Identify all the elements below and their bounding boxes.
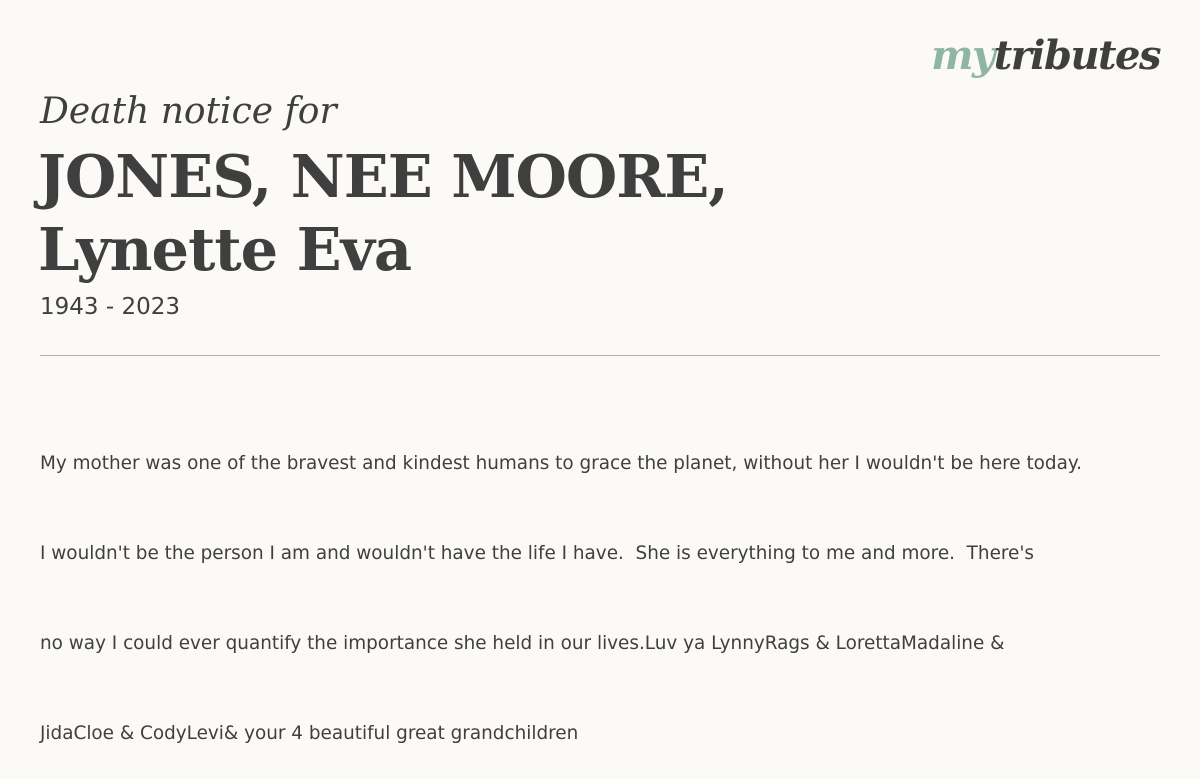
- message-line: JidaCloe & CodyLevi& your 4 beautiful great grandchildren: [40, 723, 579, 744]
- mytributes-logo[interactable]: [931, 32, 1160, 79]
- logo-my: my: [931, 32, 994, 79]
- tribute-message: [40, 389, 1170, 779]
- divider: [40, 355, 1160, 356]
- message-line: no way I could ever quantify the importance she held in our lives.Luv ya LynnyRags & LorettaMadaline &: [40, 633, 1005, 654]
- name-line-2: Lynette Eva: [38, 215, 412, 284]
- name-line-1: JONES, NEE MOORE,: [38, 142, 728, 211]
- notice-label: Death notice for: [40, 91, 337, 132]
- message-line: I wouldn't be the person I am and wouldn't have the life I have. She is everything to me and more. There's: [40, 543, 1034, 564]
- message-line: My mother was one of the bravest and kindest humans to grace the planet, without her I wouldn't be here today.: [40, 453, 1082, 474]
- deceased-name: [38, 140, 728, 286]
- life-years: 1943 - 2023: [40, 294, 180, 320]
- logo-tributes: tributes: [993, 32, 1160, 79]
